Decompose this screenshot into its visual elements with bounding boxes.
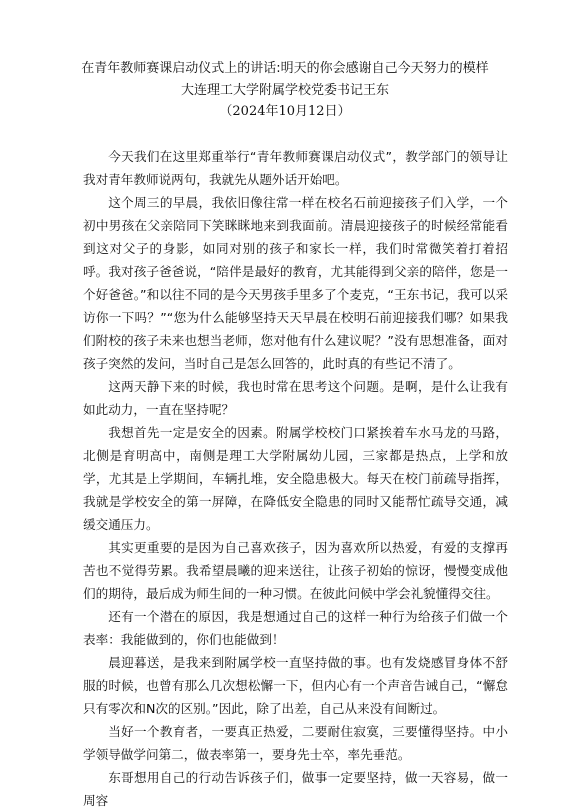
paragraph: 晨迎暮送，是我来到附属学校一直坚持做的事。也有发烧感冒身体不舒服的时候，也曾有那么几次想松懈一下，但内心有一个声音告诫自己，“懈怠只有零次和N次的区别。”因此，除了出差，自己从来没有间断过。 <box>83 655 508 716</box>
paragraph: 我想首先一定是安全的因素。附属学校校门口紧挨着车水马龙的马路，北侧是育明高中，南侧是理工大学附属幼儿园，三家都是热点，上学和放学，尤其是上学期间，车辆扎堆，安全隐患极大。每天在校门前疏导指挥，我就是学校安全的第一屏障，在降低安全隐患的同时又能帮忙疏导交通，减缓交通压力。 <box>83 425 508 532</box>
paragraph: 东哥想用自己的行动告诉孩子们，做事一定要坚持，做一天容易，做一周容 <box>83 770 508 808</box>
document-author: 大连理工大学附属学校党委书记王东 <box>180 83 389 98</box>
paragraph: 当好一个教育者，一要真正热爱，二要耐住寂寞，三要懂得坚持。中小学领导做学问第二，做表率第一，要身先士卒，率先垂范。 <box>83 724 508 762</box>
paragraph: 还有一个潜在的原因，我是想通过自己的这样一种行为给孩子们做一个表率：我能做到的，你们也能做到！ <box>83 609 508 647</box>
paragraph: 这两天静下来的时候，我也时常在思考这个问题。是啊，是什么让我有如此动力，一直在坚持呢？ <box>83 379 508 417</box>
document-date: （2024年10月12日） <box>219 104 351 119</box>
document-body <box>83 145 508 812</box>
paragraph: 其实更重要的是因为自己喜欢孩子，因为喜欢所以热爱，有爱的支撑再苦也不觉得劳累。我希望晨曦的迎来送往，让孩子初始的惊讶，慢慢变成他们的期待，最后成为师生间的一种习惯。在彼此问候中学会礼貌懂得交往。 <box>83 540 508 601</box>
paragraph: 今天我们在这里郑重举行“青年教师赛课启动仪式”，教学部门的领导让我对青年教师说两句，我就先从题外话开始吧。 <box>83 149 508 187</box>
document-title: 在青年教师赛课启动仪式上的讲话:明天的你会感谢自己今天努力的模样 <box>81 61 489 76</box>
paragraph: 这个周三的早晨，我依旧像往常一样在校名石前迎接孩子们入学，一个初中男孩在父亲陪同下笑眯眯地来到我面前。清晨迎接孩子的时候经常能看到这对父子的身影，如同对别的孩子和家长一样，我们时常微笑着打着招呼。我对孩子爸爸说，“陪伴是最好的教育，尤其能得到父亲的陪伴，您是一个好爸爸。”和以往不同的是今天男孩手里多了个麦克，“王东书记，我可以采访你一下吗？”“您为什么能够坚持天天早晨在校明石前迎接我们哪？如果我们附校的孩子未来也想当老师，您对他有什么建议呢？”没有思想准备，面对孩子突然的发问，当时自己是怎么回答的，此时真的有些记不清了。 <box>83 195 508 371</box>
